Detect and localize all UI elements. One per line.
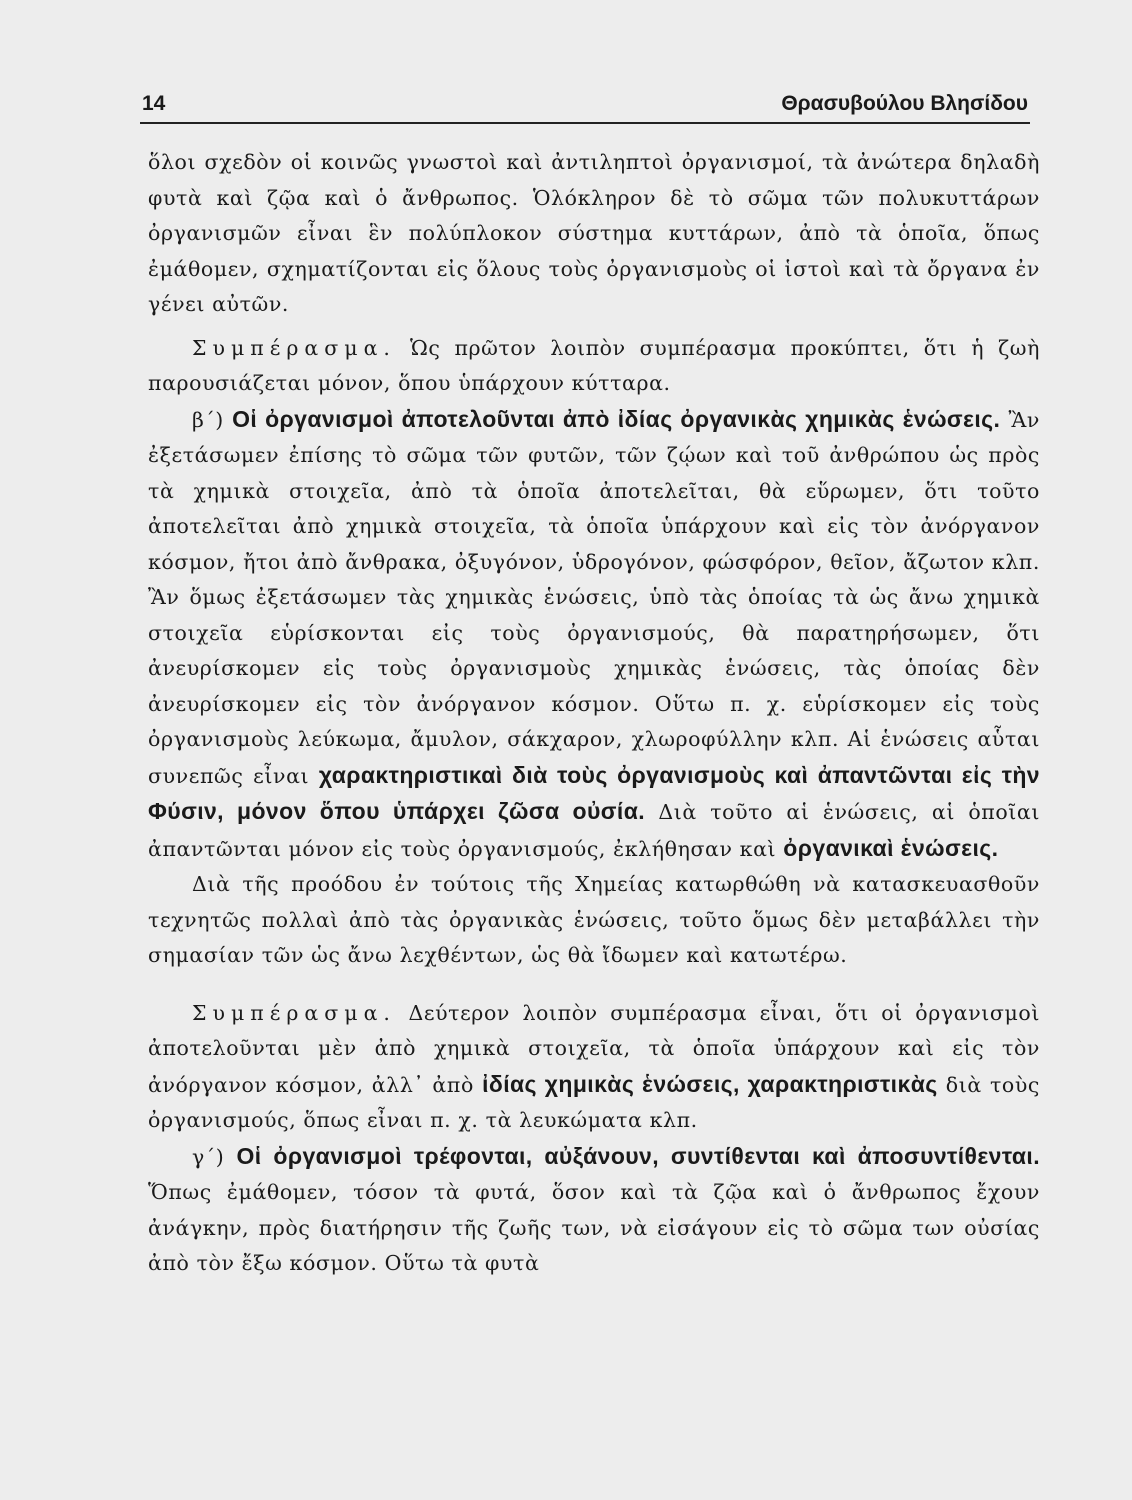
section-marker-c: γ΄) — [192, 1144, 237, 1169]
section-b-text-1: Ἂν ἐξετάσωμεν ἐπίσης τὸ σῶμα τῶν φυτῶν, τῶν ζῴων καὶ τοῦ ἀνθρώπου ὡς πρὸς τὰ χημικὰ στοιχεῖα, ἀπὸ τὰ ὁποῖα ἀποτελεῖται, θὰ εὕρωμεν, ὅτι τοῦτο ἀποτελεῖται ἀπὸ χημικὰ στοιχεῖα, τὰ ὁποῖα ὑπάρχουν καὶ εἰς τὸν ἀνόργανον κόσμον, ἤτοι ἀπὸ ἄνθρακα, ὀξυγόνον, ὑδρογόνον, φώσφόρον, θεῖον, ἄζωτον κλπ. Ἂν ὅμως ἐξετάσωμεν τὰς χημικὰς ἑνώσεις, ὑπὸ τὰς ὁποίας τὰ ὡς ἄνω χημικὰ στοιχεῖα εὑρίσκονται εἰς τοὺς ὀργανισμούς, θὰ παρατηρήσωμεν, ὅτι ἀνευρίσκομεν εἰς τοὺς ὀργανισμοὺς χημικὰς ἑνώσεις, τὰς ὁποίας δὲν ἀνευρίσκομεν εἰς τὸν ἀνόργανον κόσμον. Οὕτω π. χ. εὑρίσκομεν εἰς τοὺς ὀργανισμοὺς λεύκωμα, ἄμυλον, σάκχαρον, χλωροφύλλην κλπ. Αἱ ἑνώσεις αὗται συνεπῶς εἶναι — [148, 407, 1040, 788]
paragraph-conclusion-2 — [148, 996, 1040, 1139]
conclusion-bold-2: ἰδίας χημικὰς ἑνώσεις, χαρακτηριστικὰς — [482, 1070, 938, 1097]
section-b-bold-1: χαρακτηριστικαὶ διὰ τοὺς ὀργανισμοὺς καὶ ἀπαντῶνται εἰς τὴν Φύσιν, μόνον ὅπου ὑπάρχει ζῶσα οὐσία. — [148, 761, 1040, 824]
running-title: Θρασυβούλου Βλησίδου — [781, 92, 1028, 115]
page-number: 14 — [142, 92, 166, 115]
paragraph-1-text: ὅλοι σχεδὸν οἱ κοινῶς γνωστοὶ καὶ ἀντιληπτοὶ ὀργανισμοί, τὰ ἀνώτερα δηλαδὴ φυτὰ καὶ ζῷα καὶ ὁ ἄνθρωπος. Ὁλόκληρον δὲ τὸ σῶμα τῶν πολυκυττάρων ὀργανισμῶν εἶναι ἓν πολύπλοκον σύστημα κυττάρων, ἀπὸ τὰ ὁποῖα, ὅπως ἐμάθομεν, σχηματίζονται εἰς ὅλους τοὺς ὀργανισμοὺς οἱ ἱστοὶ καὶ τὰ ὄργανα ἐν γένει αὐτῶν. — [148, 150, 1040, 316]
conclusion-text-1: Ὡς πρῶτον λοιπὸν συμπέρασμα προκύπτει, ὅτι ἡ ζωὴ παρουσιάζεται μόνον, ὅπου ὑπάρχουν κύτταρα. — [148, 335, 1040, 395]
paragraph-conclusion-1 — [148, 331, 1040, 402]
conclusion-label-2: Συμπέρασμα. — [192, 1000, 396, 1025]
paragraph-chemistry-text: Διὰ τῆς προόδου ἐν τούτοις τῆς Χημείας κατωρθώθη νὰ κατασκευασθοῦν τεχνητῶς πολλαὶ ἀπὸ τὰς ὀργανικὰς ἑνώσεις, τοῦτο ὅμως δὲν μεταβάλλει τὴν σημασίαν τῶν ὡς ἄνω λεχθέντων, ὡς θὰ ἴδωμεν καὶ κατωτέρω. — [148, 872, 1040, 967]
section-marker-b: β΄) — [192, 407, 233, 432]
paragraph-1 — [148, 145, 1040, 323]
page-body — [148, 145, 1040, 1282]
conclusion-text-2b: διὰ τοὺς ὀργανισμούς, ὅπως εἶναι π. χ. τὰ λευκώματα κλπ. — [148, 1072, 1040, 1132]
running-header — [140, 92, 1030, 124]
paragraph-section-b — [148, 402, 1040, 868]
section-b-text-2: Διὰ τοῦτο αἱ ἑνώσεις, αἱ ὁποῖαι ἀπαντῶνται μόνον εἰς τοὺς ὀργανισμούς, ἐκλήθησαν καὶ — [148, 800, 1040, 861]
conclusion-label-1: Συμπέρασμα. — [192, 335, 396, 360]
conclusion-text-2: Δεύτερον λοιπὸν συμπέρασμα εἶναι, ὅτι οἱ ὀργανισμοὶ ἀποτελοῦνται μὲν ἀπὸ χημικὰ στοιχεῖα, τὰ ὁποῖα ὑπάρχουν καὶ εἰς τὸν ἀνόργανον κόσμον, ἀλλ᾽ ἀπὸ — [148, 1000, 1040, 1097]
paragraph-chemistry — [148, 867, 1040, 974]
paragraph-section-c — [148, 1139, 1040, 1282]
section-c-text: Ὅπως ἐμάθομεν, τόσον τὰ φυτά, ὅσον καὶ τὰ ζῷα καὶ ὁ ἄνθρωπος ἔχουν ἀνάγκην, πρὸς διατήρησιν τῆς ζωῆς των, νὰ εἰσάγουν εἰς τὸ σῶμα των οὐσίας ἀπὸ τὸν ἔξω κόσμον. Οὕτω τὰ φυτὰ — [148, 1180, 1040, 1275]
section-heading-b: Οἱ ὀργανισμοὶ ἀποτελοῦνται ἀπὸ ἰδίας ὀργανικὰς χημικὰς ἑνώσεις. — [232, 405, 1001, 432]
section-b-bold-2: ὀργανικαὶ ἑνώσεις. — [783, 834, 999, 861]
section-heading-c: Οἱ ὀργανισμοὶ τρέφονται, αὐξάνουν, συντίθενται καὶ ἀποσυντίθενται. — [236, 1142, 1040, 1169]
